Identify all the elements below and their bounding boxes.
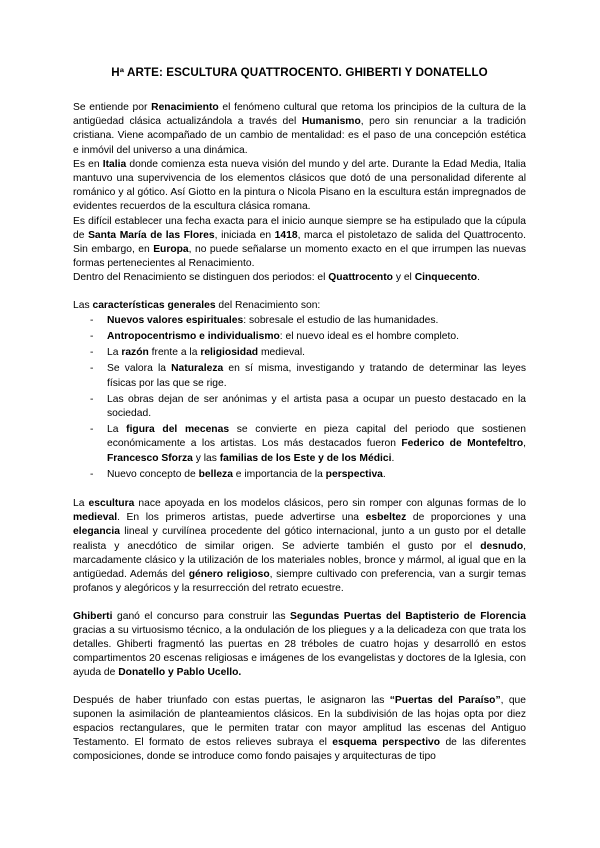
bold-term: belleza: [198, 468, 233, 480]
list-item-text: [107, 424, 526, 463]
list-item: [73, 346, 526, 360]
text-run: : sobresale el estudio de las humanidades.: [243, 314, 439, 326]
bold-term: razón: [121, 347, 149, 359]
bold-term: Ghiberti: [73, 610, 113, 622]
text-run: , que suponen la asimilación de planteamientos clásicos. En la subdivisión de las hojas opta por diez espacios rectangulares, que le permiten tratar con mayor amplitud las escenas del Antiguo Testamento. El formato de estos relieves subraya el: [73, 694, 526, 749]
text-run: en sí misma, investigando y tratando de determinar las leyes físicas por las que se rige.: [107, 363, 526, 389]
text-run: y el: [392, 272, 415, 284]
text-run: .: [391, 452, 395, 464]
bold-term: Cinquecento: [414, 272, 478, 284]
list-dash: -: [90, 314, 94, 326]
text-run: Después de haber triunfado con estas puertas, le asignaron las: [73, 694, 390, 706]
text-run: ganó el concurso para construir las: [112, 610, 291, 622]
bold-term: religiosidad: [200, 347, 259, 359]
sculpture-paragraph: [73, 497, 526, 596]
list-item: [73, 468, 526, 482]
intro-paragraph-2: [73, 158, 526, 215]
text-run: , pero sin renunciar a la tradición cristiana. Viene acompañado de un cambio de mentalidad: es el paso de una concepción estética e inmóvil del universo a una dinámica.: [73, 116, 526, 156]
text-run: , marca el pistoletazo de salida del Quattrocento. Sin embargo, en: [73, 229, 526, 256]
bold-term: características generales: [92, 299, 216, 311]
intro-paragraph-4: [73, 271, 526, 285]
text-run: .: [477, 272, 480, 284]
text-run: frente a la: [148, 347, 201, 359]
text-run: Es en: [73, 158, 103, 170]
bold-term: desnudo: [480, 540, 524, 552]
text-run: Nuevo concepto de: [107, 468, 199, 480]
document-title: Hª ARTE: ESCULTURA QUATTROCENTO. GHIBERTI Y DONATELLO: [111, 66, 488, 79]
list-item: [73, 314, 526, 328]
text-run: medieval.: [258, 347, 306, 359]
text-run: La: [107, 347, 122, 359]
bold-term: figura del mecenas: [126, 424, 230, 436]
bold-term: perspectiva: [325, 468, 383, 480]
list-dash: -: [90, 424, 94, 436]
intro-paragraph-3: [73, 215, 526, 272]
text-run: y las: [192, 452, 220, 464]
list-item-text: [107, 394, 526, 419]
ghiberti-paragraph: [73, 610, 526, 681]
bold-term: 1418: [274, 229, 298, 241]
list-item-text: [107, 347, 305, 358]
bold-term: Donatello y Pablo Ucello.: [118, 667, 242, 679]
text-run: donde comienza esta nueva visión del mundo y del arte. Durante la Edad Media, Italia mantuvo una supervivencia de los elementos clásicos que dotó de una personalidad diferente al románico y al gótico. Así Giotto en la pintura o Nicola Pisano en la escultura están impregnados de evidentes recuerdos de la escultura clásica romana.: [73, 158, 526, 213]
text-run: de proporciones y una: [406, 512, 526, 524]
bold-term: Nuevos valores espirituales: [107, 314, 244, 326]
text-run: . En los primeros artistas, puede advertirse una: [117, 512, 366, 524]
text-run: .: [382, 468, 386, 480]
text-run: : el nuevo ideal es el hombre completo.: [279, 331, 459, 343]
text-run: , marcadamente clásico y la utilización de los materiales nobles, bronce y mármol, al igual que en la antigüedad. Además del: [73, 540, 526, 581]
list-item: [73, 423, 526, 466]
bold-term: familias de los Este y de los Médici: [219, 452, 392, 464]
list-item: [73, 393, 526, 421]
text-run: Dentro del Renacimiento se distinguen dos periodos: el: [73, 272, 329, 284]
text-run: nace apoyada en los modelos clásicos, pero sin romper con algunas formas de lo: [134, 498, 526, 510]
characteristics-lead: [73, 299, 526, 313]
text-run: se convierte en pieza capital del periodo que sostienen económicamente a los artistas. Los más destacados fueron: [107, 424, 526, 450]
text-run: , no puede señalarse un momento exacto en el que irrumpen las nuevas formas pertenecientes al Renacimiento.: [73, 244, 527, 270]
text-run: el fenómeno cultural que retoma los principios de la cultura de la antigüedad clásica actualizándola a través del: [73, 102, 526, 128]
text-run: La: [73, 498, 89, 510]
list-dash: -: [90, 468, 94, 480]
text-run: Las: [73, 299, 93, 311]
list-dash: -: [90, 331, 94, 343]
text-run: , siempre cultivado con preferencia, van a surgir temas profanos y alegóricos y la resurrección del retrato ecuestre.: [73, 569, 526, 595]
text-run: de las diferentes composiciones, donde se introduce como fondo paisajes y arquitecturas de tipo: [73, 737, 527, 763]
bold-term: Renacimiento: [151, 102, 219, 113]
list-dash: -: [90, 393, 94, 405]
text-run: lineal y curvilínea procedente del gótico internacional, junto a un gusto por el detalle realista y anecdótico de similar origen. Se advierte también el gusto por el: [73, 526, 526, 552]
list-item-text: [107, 363, 526, 388]
text-run: ,: [523, 438, 526, 450]
list-item: [73, 362, 526, 390]
bold-term: Antropocentrismo e individualismo: [107, 331, 280, 343]
bold-term: Naturaleza: [171, 363, 224, 375]
text-run: Se entiende por: [73, 102, 152, 113]
bold-term: Humanismo: [301, 116, 361, 128]
text-run: , iniciada en: [214, 229, 275, 241]
bold-term: esquema perspectivo: [332, 737, 441, 749]
text-run: Se valora la: [107, 363, 172, 375]
bold-term: medieval: [73, 512, 118, 524]
list-dash: -: [90, 363, 94, 375]
bold-term: Santa María de las Flores: [88, 229, 215, 241]
bold-term: Italia: [102, 158, 127, 170]
bold-term: escultura: [88, 498, 135, 510]
bold-term: Segundas Puertas del Baptisterio de Florencia: [290, 610, 526, 622]
bold-term: esbeltez: [365, 512, 407, 524]
bold-term: elegancia: [73, 526, 120, 538]
list-dash: -: [90, 347, 94, 359]
text-run: gracias a su virtuosismo técnico, a la ondulación de los pliegues y a la delicadeza con que trata los detalles. Ghiberti fragmentó las puertas en 28 tréboles de cuatro hojas y desarrolló en estos compartimentos 20 escenas religiosas e imágenes de los evangelistas y doctores de la Iglesia, con ayuda de: [73, 624, 526, 679]
text-run: del Renacimiento son:: [215, 299, 321, 311]
list-item-text: [107, 331, 459, 342]
characteristics-list: [73, 314, 526, 482]
list-item: [73, 330, 526, 344]
text-run: e importancia de la: [232, 468, 326, 480]
bold-term: Francesco Sforza: [107, 452, 193, 464]
intro-paragraph-1: [73, 101, 526, 158]
list-item-text: [107, 315, 438, 326]
bold-term: género religioso: [188, 569, 270, 581]
list-item-text: [107, 469, 386, 480]
bold-term: “Puertas del Paraíso”: [389, 694, 501, 706]
text-run: La: [107, 424, 127, 436]
bold-term: Federico de Montefeltro: [401, 438, 524, 450]
text-run: Es difícil establecer una fecha exacta para el inicio aunque siempre se ha estipulado que la cúpula de: [73, 215, 526, 241]
text-run: Las obras dejan de ser anónimas y el artista pasa a ocupar un puesto destacado en la sociedad.: [107, 393, 526, 420]
bold-term: Quattrocento: [328, 272, 393, 284]
bold-term: Europa: [153, 244, 189, 256]
paradise-doors-paragraph: [73, 694, 526, 765]
